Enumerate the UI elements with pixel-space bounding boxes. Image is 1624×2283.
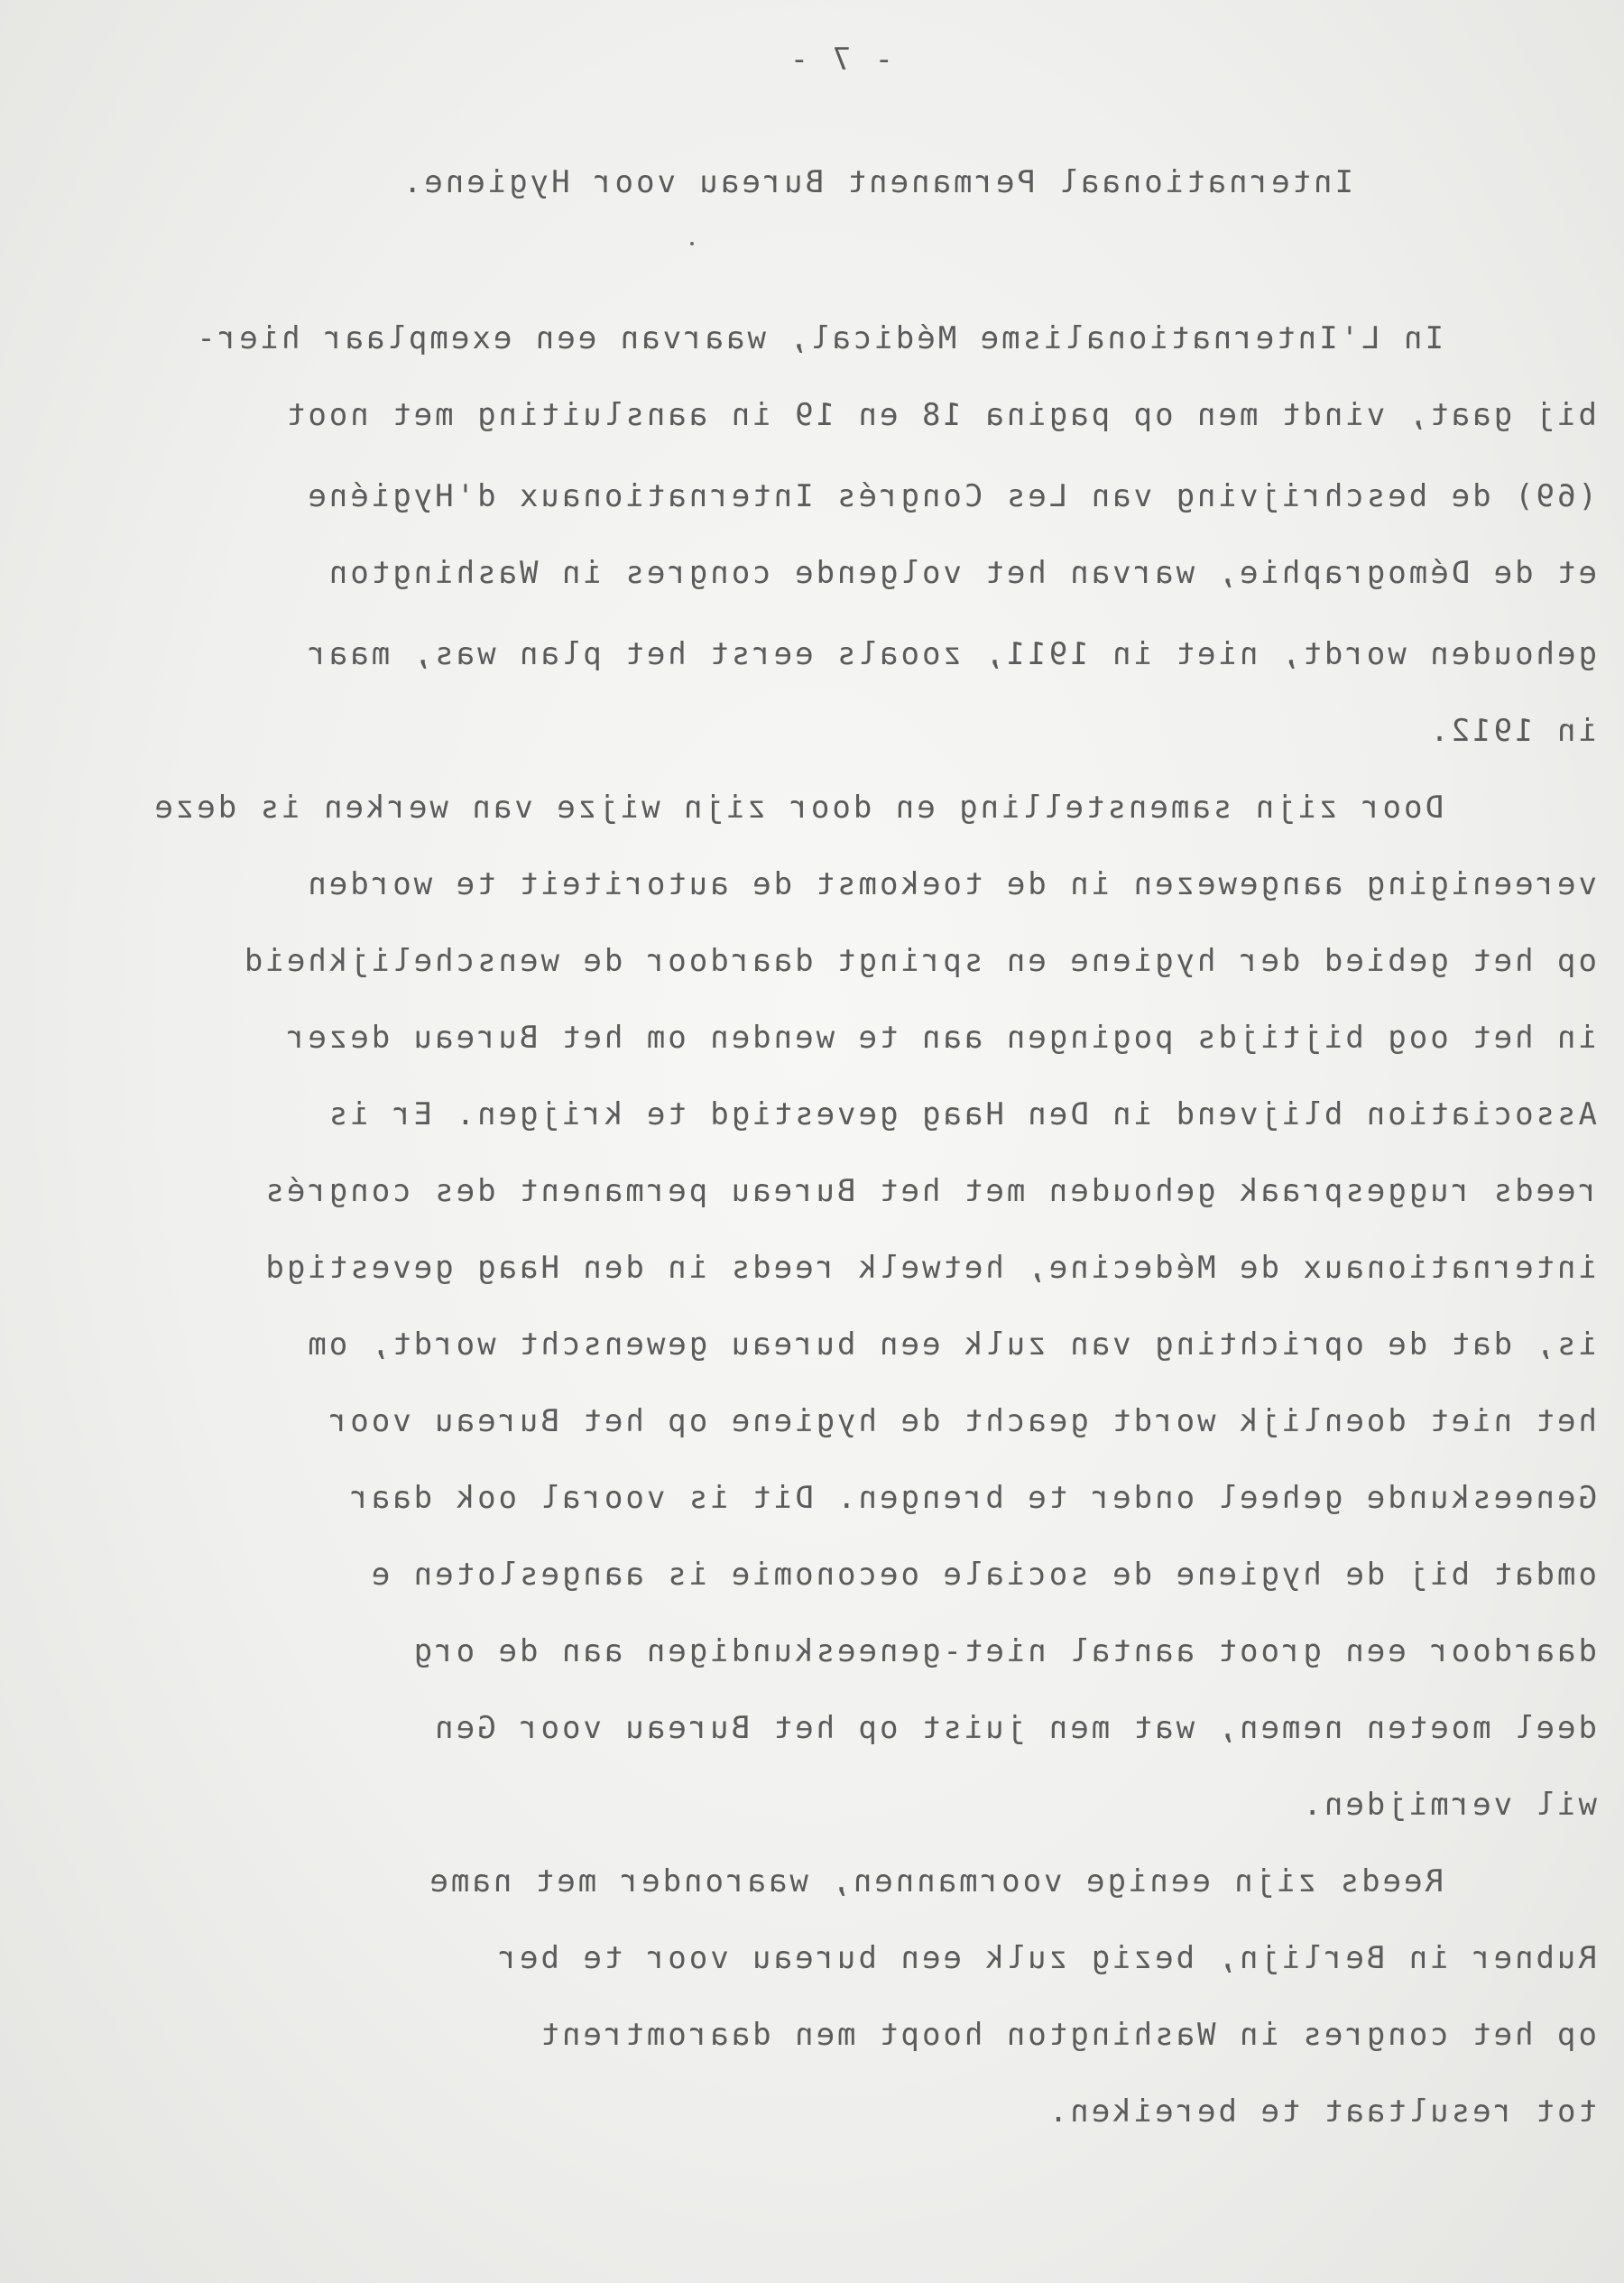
paragraph-2-line: Door zijn samenstelling en door zijn wijze van werken is deze (152, 790, 1444, 826)
paragraph-2-line: omdat bij de hygiene de sociale oeconomie is aangesloten e (368, 1557, 1597, 1593)
paragraph-2-line: internationaux de Médecine, hetwelk reeds in den Haag gevestigd (263, 1250, 1597, 1286)
paragraph-3-line: op het congres in Washington hoopt men daaromtrent (538, 2017, 1597, 2053)
paragraph-2-line: Association blijvend in Den Haag gevestigd te krijgen. Er is (326, 1096, 1597, 1132)
page-number: - 7 - (787, 42, 893, 78)
paragraph-3-line: tot resultaat te bereiken. (1046, 2094, 1597, 2130)
paragraph-1-line: gehouden wordt, niet in 1911, zooals eerst het plan was, maar (305, 636, 1597, 672)
paragraph-1-line: bij gaat, vindt men op pagina 18 en 19 in aansluiting met noot (283, 397, 1597, 433)
paragraph-2-line: in het oog bijtijds pogingen aan te wenden om het Bureau dezer (283, 1020, 1597, 1056)
paragraph-3-line: Rubner in Berlijn, bezig zulk een bureau voor te ber (495, 1940, 1597, 1976)
paragraph-1-line: et de Démographie, warvan het volgende congres in Washington (326, 555, 1597, 591)
paragraph-1-line: In L'Internationalisme Médical, waarvan een exemplaar hier- (194, 320, 1444, 356)
page-heading: Internationaal Permanent Bureau voor Hygiene. (400, 164, 1353, 200)
paragraph-1-line: in 1912. (1427, 713, 1597, 749)
paragraph-2-line: het niet doenlijk wordt geacht de hygiene op het Bureau voor (326, 1403, 1597, 1439)
paragraph-2-line: op het gebied der hygiene en springt daardoor de wenschelijkheid (241, 943, 1597, 979)
paragraph-2-line: Geneeskunde geheel onder te brengen. Dit is vooral ook daar (347, 1480, 1597, 1516)
paragraph-2-line: daardoor een groot aantal niet-geneeskundigen aan de org (411, 1633, 1597, 1669)
paragraph-2-line: vereeniging aangewezen in de toekomst de autoriteit te worden (305, 866, 1597, 902)
paragraph-2-line: deel moeten nemen, wat men juist op het Bureau voor Gen (432, 1710, 1597, 1746)
paragraph-2-line: is, dat de oprichting van zulk een bureau gewenscht wordt, om (305, 1326, 1597, 1363)
paragraph-3-line: Reeds zijn eenige voormannen, waaronder met name (427, 1863, 1444, 1899)
paragraph-2-line: wil vermijden. (1300, 1787, 1597, 1823)
paragraph-2-line: reeds ruggespraak gehouden met het Bureau permanent des congrés (263, 1173, 1597, 1209)
paragraph-1-line: (69) de beschrijving van Les Congrés Internationaux d'Hygiéne (305, 478, 1597, 514)
